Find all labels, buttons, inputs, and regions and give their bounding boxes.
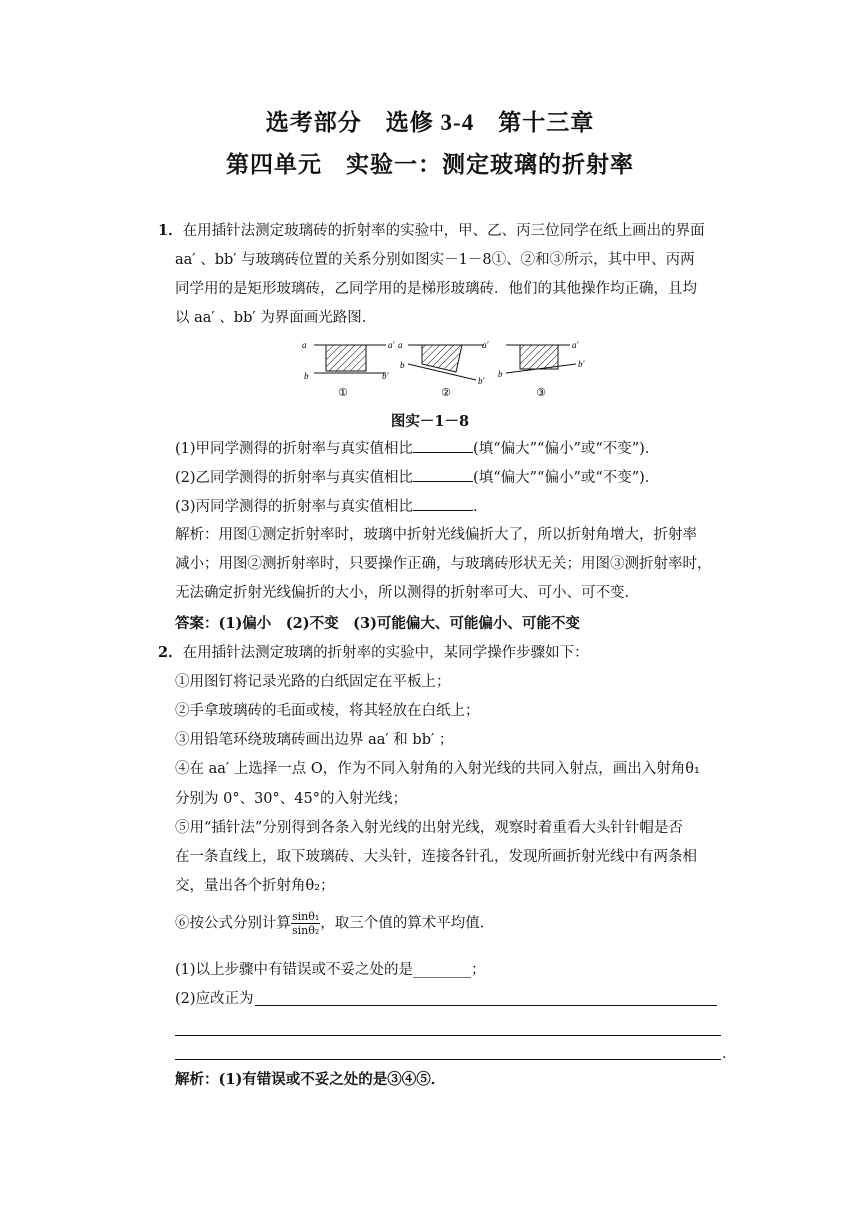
fig2-label-a-prime: a′ <box>482 340 489 350</box>
q2-number: 2． <box>158 644 183 661</box>
fig2-label-a: a <box>398 340 403 350</box>
q1-sub3-period: ． <box>473 499 488 515</box>
fig2-label-b: b <box>400 360 405 370</box>
q2-sub2 <box>175 989 735 1009</box>
q1-stem-line2: aa′ 、bb′ 与玻璃砖位置的关系分别如图实－1－8①、②和③所示，其中甲、丙两 <box>175 252 695 268</box>
fig3-label-a-prime: a′ <box>572 340 579 350</box>
figure-panel-2 <box>398 340 490 399</box>
q2-sub2-end-period: ． <box>722 1046 737 1062</box>
page-title-line2: 第四单元 实验一：测定玻璃的折射率 <box>226 152 634 177</box>
formula-numerator: sinθ₁ <box>292 910 320 923</box>
q1-sub3-text: (3)丙同学测得的折射率与真实值相比 <box>175 499 414 515</box>
q1-analysis-line2: 减小；用图②测折射率时，只要操作正确，与玻璃砖形状无关；用图③测折射率时， <box>175 556 712 572</box>
fig1-label-b: b <box>304 371 309 381</box>
q1-sub1 <box>175 438 735 459</box>
q2-stem-text: 在用插针法测定玻璃的折射率的实验中，某同学操作步骤如下： <box>182 645 589 661</box>
q2-sub2-text: (2)应改正为 <box>175 991 254 1007</box>
q1-sub2-answer-blank[interactable] <box>413 467 473 482</box>
q1-stem-line4: 以 aa′ 、bb′ 为界面画光路图． <box>175 310 377 326</box>
q1-sub2-text: (2)乙同学测得的折射率与真实值相比 <box>175 470 414 486</box>
q2-stem <box>158 643 718 663</box>
q2-step6-tail: ，取三个值的算术平均值． <box>320 915 495 932</box>
q1-sub1-hint: (填“偏大”“偏小”或“不变”)． <box>473 441 660 457</box>
q1-analysis-line1: 解析：用图①测定折射率时，玻璃中折射光线偏折大了，所以折射角增大，折射率 <box>175 527 697 543</box>
fig3-label-b-prime: b′ <box>578 359 585 369</box>
q2-sub1: (1)以上步骤中有错误或不妥之处的是________； <box>175 962 486 978</box>
figure-panel-1 <box>302 340 396 399</box>
formula-denominator: sinθ₂ <box>292 924 320 937</box>
q2-analysis: 解析：(1)有错误或不妥之处的是③④⑤． <box>175 1071 446 1088</box>
q2-sub2-answer-line3[interactable] <box>175 1058 721 1060</box>
fig1-label-a: a <box>302 340 307 350</box>
q1-analysis-line3: 无法确定折射光线偏折的大小，所以测得的折射率可大、可小、可不变． <box>175 585 639 601</box>
q2-step3: ③用铅笔环绕玻璃砖画出边界 aa′ 和 bb′ ； <box>175 732 454 748</box>
q1-figure-diagram <box>300 336 620 402</box>
q2-step4-line2: 分别为 0°、30°、45°的入射光线； <box>175 791 407 807</box>
fig2-label-b-prime: b′ <box>478 376 485 386</box>
q1-number: 1． <box>158 222 183 239</box>
q1-answer: 答案：(1)偏小 (2)不变 (3)可能偏大、可能偏小、可能不变 <box>175 615 580 632</box>
q2-step6 <box>175 910 735 937</box>
q2-step5-line1: ⑤用“插针法”分别得到各条入射光线的出射光线，观察时着重看大头针针帽是否 <box>175 820 683 836</box>
q1-sub1-answer-blank[interactable] <box>413 438 473 453</box>
q1-sub2 <box>175 467 735 488</box>
q1-stem-text1: 在用插针法测定玻璃砖的折射率的实验中，甲、乙、丙三位同学在纸上画出的界面 <box>182 223 705 239</box>
q1-sub3 <box>175 496 735 517</box>
q1-figure-caption: 图实－1－8 <box>390 413 470 430</box>
fig1-number: ① <box>338 386 348 399</box>
q2-sub2-answer-line2[interactable] <box>175 1034 721 1036</box>
q1-sub2-hint: (填“偏大”“偏小”或“不变”)． <box>473 470 660 486</box>
q2-step5-line2: 在一条直线上，取下玻璃砖、大头针，连接各针孔，发现所画折射光线中有两条相 <box>175 849 697 865</box>
q2-step4-line1: ④在 aa′ 上选择一点 O，作为不同入射角的入射光线的共同入射点，画出入射角θ₁ <box>175 761 700 777</box>
q2-step5-line3: 交，量出各个折射角θ₂； <box>175 878 335 894</box>
fig3-label-b: b <box>498 369 503 379</box>
fig2-number: ② <box>441 386 451 399</box>
fig3-number: ③ <box>536 386 546 399</box>
fig1-label-a-prime: a′ <box>388 340 395 350</box>
page-title-line1: 选考部分 选修 3-4 第十三章 <box>265 110 595 135</box>
fig1-label-b-prime: b′ <box>382 371 389 381</box>
q1-sub1-text: (1)甲同学测得的折射率与真实值相比 <box>175 441 414 457</box>
q1-stem-line3: 同学用的是矩形玻璃砖，乙同学用的是梯形玻璃砖．他们的其他操作均正确，且均 <box>175 281 697 297</box>
q2-step1: ①用图钉将记录光路的白纸固定在平板上； <box>175 674 451 690</box>
q1-sub3-answer-blank[interactable] <box>413 496 473 511</box>
q1-stem-line1 <box>158 221 718 241</box>
q2-step2: ②手拿玻璃砖的毛面或棱，将其轻放在白纸上； <box>175 703 480 719</box>
q2-step6-text: ⑥按公式分别计算 <box>175 915 291 932</box>
q2-sub2-answer-line1[interactable] <box>255 1004 717 1006</box>
sin-ratio-formula <box>291 910 320 937</box>
figure-panel-3 <box>498 340 586 399</box>
